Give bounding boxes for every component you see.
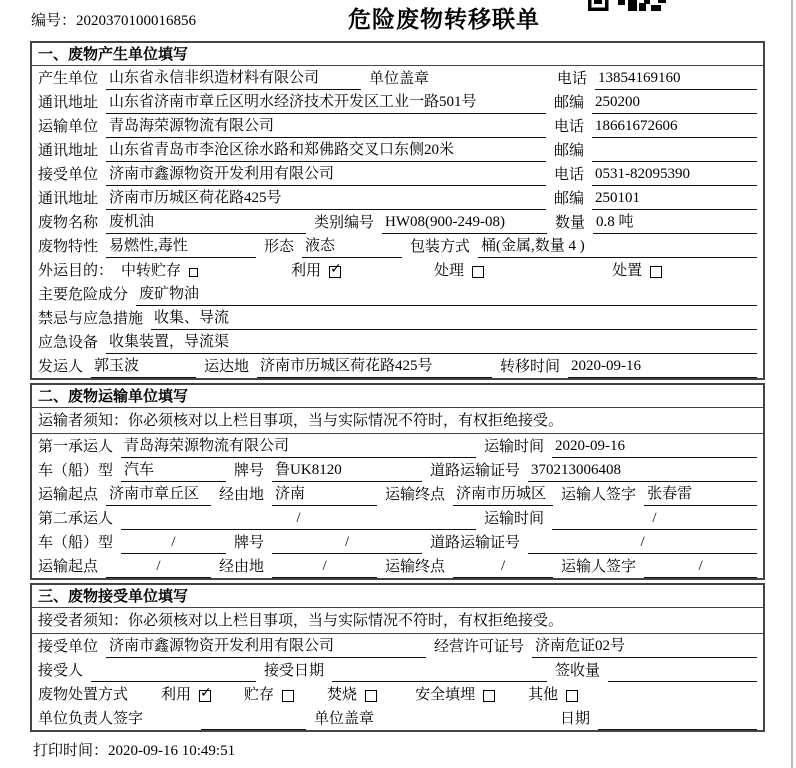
form-row [32, 90, 763, 114]
field-value: 山东省永信非织造材料有限公司 [106, 66, 361, 90]
field-value: 250101 [592, 190, 757, 210]
field-label: 运输起点 [38, 559, 99, 575]
field-label: 电话 [554, 167, 585, 183]
field-label: 车（船）型 [38, 463, 114, 479]
field-label: 单位盖章 [369, 71, 430, 87]
field-label: 废物名称 [38, 215, 99, 231]
page-title: 危险废物转移联单 [348, 6, 540, 32]
field-value: / [106, 558, 211, 578]
field-label: 形态 [264, 239, 295, 255]
field-label: 日期 [560, 711, 591, 727]
field-label: 中转贮存 [121, 263, 182, 279]
field-label: 发运人 [38, 359, 84, 375]
field-label: 运输人签字 [561, 487, 637, 503]
qr-code-fragment-icon [588, 0, 666, 11]
form-row [32, 458, 763, 482]
field-label: 禁忌与应急措施 [38, 311, 144, 327]
field-label: 邮编 [554, 191, 585, 207]
field-label: 邮编 [554, 143, 585, 159]
field-label: 通讯地址 [38, 191, 99, 207]
field-value: 济南市章丘区 [106, 482, 211, 506]
field-value: 13854169160 [595, 70, 757, 90]
form-section [30, 583, 765, 732]
field-value: 汽车 [121, 458, 226, 482]
field-value: 山东省济南市章丘区明水经济技术开发区工业一路501号 [106, 90, 546, 114]
field-value: 收集、导流 [151, 306, 757, 330]
doc-number-label: 编号： [31, 13, 77, 29]
field-value: / [121, 510, 476, 530]
print-time-label: 打印时间： [33, 743, 109, 759]
field-label: 牌号 [234, 535, 265, 551]
section-note: 运输者须知：你必须核对以上栏目事项，当与实际情况不符时，有权拒绝接受。 [32, 408, 763, 434]
field-label: 处置 [612, 263, 643, 279]
field-label: 焚烧 [327, 687, 358, 703]
form-row [32, 658, 763, 682]
checkbox-checked [199, 690, 211, 702]
field-value: 废机油 [106, 210, 306, 234]
field-value: 济南市鑫源物资开发利用有限公司 [106, 162, 546, 186]
field-value: 液态 [302, 234, 402, 258]
field-value: 桶(金属,数量 4 ) [478, 234, 757, 258]
form-row [32, 706, 763, 730]
field-value: 易燃性,毒性 [106, 234, 256, 258]
field-label: 废物特性 [38, 239, 99, 255]
field-value: / [272, 534, 422, 554]
field-label: 接受日期 [264, 663, 325, 679]
field-label: 类别编号 [314, 215, 375, 231]
form-row [32, 530, 763, 554]
field-label: 第二承运人 [38, 511, 114, 527]
field-label: 产生单位 [38, 71, 99, 87]
checkbox-unchecked [650, 266, 662, 278]
field-label: 运输起点 [38, 487, 99, 503]
field-value: 2020-09-16 [552, 438, 757, 458]
field-value: 济南危证02号 [532, 634, 757, 658]
checkbox-unchecked [189, 268, 198, 277]
field-value: 废矿物油 [136, 282, 757, 306]
section-title: 二、废物运输单位填写 [32, 385, 763, 408]
field-value: 张春雷 [644, 482, 757, 506]
form-row [32, 234, 763, 258]
section-title: 一、废物产生单位填写 [32, 43, 763, 66]
print-time [33, 739, 796, 760]
field-label: 经由地 [219, 487, 265, 503]
field-label: 第一承运人 [38, 439, 114, 455]
doc-number-value: 2020370100016856 [76, 13, 197, 29]
field-label: 通讯地址 [38, 95, 99, 111]
field-value: 2020-09-16 [568, 358, 757, 378]
form-row [32, 186, 763, 210]
field-value: 0.8 吨 [593, 210, 757, 234]
field-value: / [552, 510, 757, 530]
print-time-value: 2020-09-16 10:49:51 [108, 743, 236, 759]
field-label: 电话 [554, 119, 585, 135]
field-label: 主要危险成分 [38, 287, 129, 303]
field-label: 利用 [161, 687, 192, 703]
checkbox-unchecked [365, 690, 377, 702]
field-label: 道路运输证号 [430, 463, 521, 479]
form-row [32, 114, 763, 138]
section-title: 三、废物接受单位填写 [32, 585, 763, 608]
document-header [0, 0, 796, 41]
field-label: 单位盖章 [314, 711, 375, 727]
form-row [32, 138, 763, 162]
field-label: 包装方式 [410, 239, 471, 255]
field-value [332, 663, 547, 682]
field-value: 山东省青岛市李沧区徐水路和郑佛路交叉口东侧20米 [106, 138, 546, 162]
form-row [32, 634, 763, 658]
form-row [32, 282, 763, 306]
field-label: 外运目的： [38, 263, 114, 279]
form-row [32, 330, 763, 354]
checkbox-unchecked [282, 690, 294, 702]
field-label: 经由地 [219, 559, 265, 575]
field-label: 通讯地址 [38, 143, 99, 159]
field-label: 经营许可证号 [434, 639, 525, 655]
field-value: 18661672606 [592, 118, 757, 138]
form-row [32, 506, 763, 530]
field-value [201, 711, 306, 730]
field-value: 收集装置，导流渠 [106, 330, 757, 354]
field-value: 鲁UK8120 [272, 458, 422, 482]
field-value: HW08(900-249-08) [382, 214, 547, 234]
field-value: / [121, 534, 226, 554]
field-label: 运达地 [204, 359, 250, 375]
field-label: 数量 [555, 215, 586, 231]
field-value [91, 663, 256, 682]
field-label: 接受单位 [38, 167, 99, 183]
field-label: 安全填埋 [415, 687, 476, 703]
field-label: 运输人签字 [561, 559, 637, 575]
section-note: 接受者须知：你必须核对以上栏目事项，当与实际情况不符时，有权拒绝接受。 [32, 608, 763, 634]
field-value: 济南 [272, 482, 377, 506]
field-label: 邮编 [554, 95, 585, 111]
field-label: 车（船）型 [38, 535, 114, 551]
field-value: 0531-82095390 [592, 166, 757, 186]
field-label: 电话 [557, 71, 588, 87]
field-label: 应急设备 [38, 335, 99, 351]
form-row [32, 554, 763, 578]
form-row [32, 354, 763, 378]
field-label: 签收量 [555, 663, 601, 679]
field-value: / [528, 534, 757, 554]
field-value: / [272, 558, 377, 578]
form-section [30, 383, 765, 580]
form-row [32, 210, 763, 234]
field-label: 贮存 [244, 687, 275, 703]
field-value: 济南市历城区 [453, 482, 553, 506]
field-value: 济南市历城区荷花路425号 [106, 186, 546, 210]
field-label: 单位负责人签字 [38, 711, 144, 727]
form-row [32, 482, 763, 506]
field-label: 接受单位 [38, 639, 99, 655]
field-label: 接受人 [38, 663, 84, 679]
window-edge-line [791, 0, 793, 768]
checkbox-unchecked [472, 266, 484, 278]
field-label: 转移时间 [500, 359, 561, 375]
field-value: 青岛海荣源物流有限公司 [121, 434, 476, 458]
field-label: 废物处置方式 [38, 687, 129, 703]
form-row [32, 162, 763, 186]
field-label: 道路运输证号 [430, 535, 521, 551]
field-label: 牌号 [234, 463, 265, 479]
field-label: 运输终点 [385, 559, 446, 575]
field-value: / [453, 558, 553, 578]
field-value: 250200 [592, 94, 757, 114]
form-row [32, 66, 763, 90]
form-row [32, 434, 763, 458]
field-label: 其他 [528, 687, 559, 703]
field-label: 运输单位 [38, 119, 99, 135]
form-row [32, 258, 763, 282]
field-value: 370213006408 [528, 462, 757, 482]
field-value: / [644, 558, 757, 578]
checkbox-checked [329, 266, 341, 278]
form-row [32, 682, 763, 706]
field-label: 处理 [434, 263, 465, 279]
field-value [608, 663, 757, 682]
field-value [592, 143, 757, 162]
field-value [598, 711, 757, 730]
field-label: 运输时间 [484, 511, 545, 527]
form-sections [0, 41, 796, 732]
checkbox-unchecked [566, 690, 578, 702]
field-value: 郭玉波 [91, 354, 196, 378]
checkbox-unchecked [483, 690, 495, 702]
form-row [32, 306, 763, 330]
field-label: 运输终点 [385, 487, 446, 503]
field-label: 运输时间 [484, 439, 545, 455]
field-value: 济南市鑫源物资开发利用有限公司 [106, 634, 426, 658]
field-label: 利用 [291, 263, 322, 279]
field-value: 青岛海荣源物流有限公司 [106, 114, 546, 138]
form-section [30, 41, 765, 380]
field-value: 济南市历城区荷花路425号 [257, 354, 492, 378]
